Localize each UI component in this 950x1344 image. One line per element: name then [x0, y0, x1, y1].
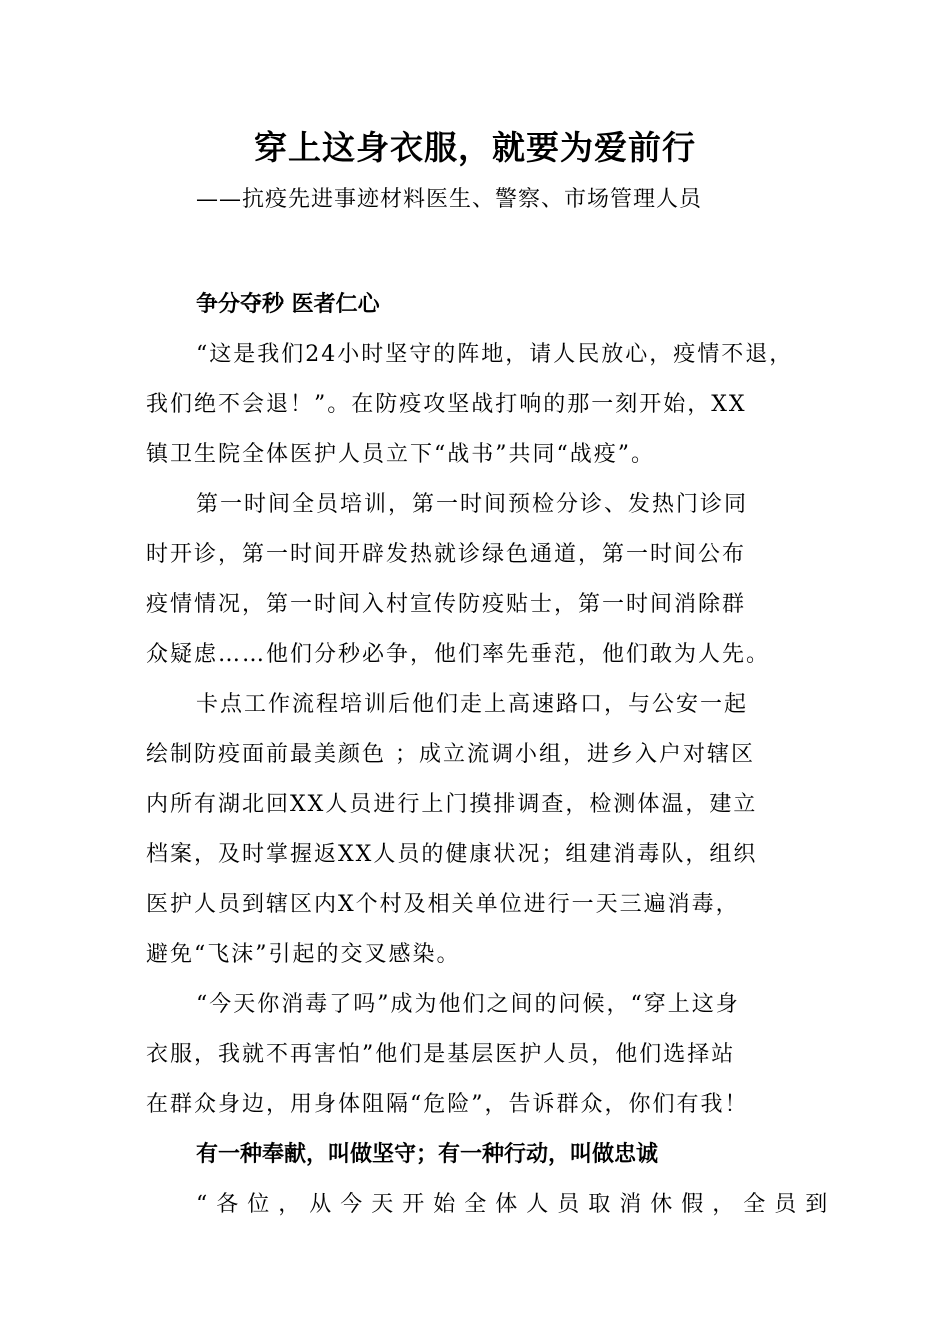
paragraph-line: 镇卫生院全体医护人员立下“战书”共同“战疫”。 — [146, 442, 655, 467]
paragraph-line: 疫情情况，第一时间入村宣传防疫贴士，第一时间消除群 — [146, 592, 747, 617]
document-body — [146, 280, 837, 1230]
section-heading: 有一种奉献，叫做坚守；有一种行动，叫做忠诚 — [196, 1142, 659, 1167]
paragraph-line: 医护人员到辖区内X个村及相关单位进行一天三遍消毒， — [146, 892, 740, 917]
paragraph-line: 衣服，我就不再害怕”他们是基层医护人员，他们选择站 — [146, 1042, 736, 1067]
document-title: 穿上这身衣服，就要为爱前行 — [254, 128, 696, 167]
document-subtitle: ——抗疫先进事迹材料医生、警察、市场管理人员 — [196, 187, 703, 212]
paragraph-line: 绘制防疫面前最美颜色 ；成立流调小组，进乡入户对辖区 — [146, 742, 755, 767]
paragraph — [146, 1180, 837, 1230]
paragraph-line: “这是我们24小时坚守的阵地，请人民放心，疫情不退， — [196, 342, 794, 367]
paragraph-line: 档案，及时掌握返XX人员的健康状况；组建消毒队，组织 — [146, 842, 758, 867]
paragraph-line: 卡点工作流程培训后他们走上高速路口，与公安一起 — [196, 692, 749, 717]
paragraph — [146, 330, 806, 480]
section-heading: 争分夺秒 医者仁心 — [196, 292, 380, 317]
paragraph-line: “今天你消毒了吗”成为他们之间的问候，“穿上这身 — [196, 992, 740, 1017]
paragraph-line: 时开诊，第一时间开辟发热就诊绿色通道，第一时间公布 — [146, 542, 747, 567]
paragraph-line: 避免“飞沫”引起的交叉感染。 — [146, 942, 461, 967]
paragraph-line: 我们绝不会退！”。在防疫攻坚战打响的那一刻开始，XX — [146, 392, 747, 417]
paragraph-line: 第一时间全员培训，第一时间预检分诊、发热门诊同 — [196, 492, 749, 517]
paragraph — [146, 680, 806, 980]
paragraph-line: “各位，从今天开始全体人员取消休假，全员到 — [196, 1192, 837, 1217]
paragraph-line: 在群众身边，用身体阻隔“危险”，告诉群众，你们有我！ — [146, 1092, 749, 1117]
paragraph-line: 众疑虑……他们分秒必争，他们率先垂范，他们敢为人先。 — [146, 642, 771, 667]
paragraph — [146, 480, 806, 680]
paragraph-line: 内所有湖北回XX人员进行上门摸排调查，检测体温，建立 — [146, 792, 758, 817]
paragraph — [146, 980, 806, 1130]
